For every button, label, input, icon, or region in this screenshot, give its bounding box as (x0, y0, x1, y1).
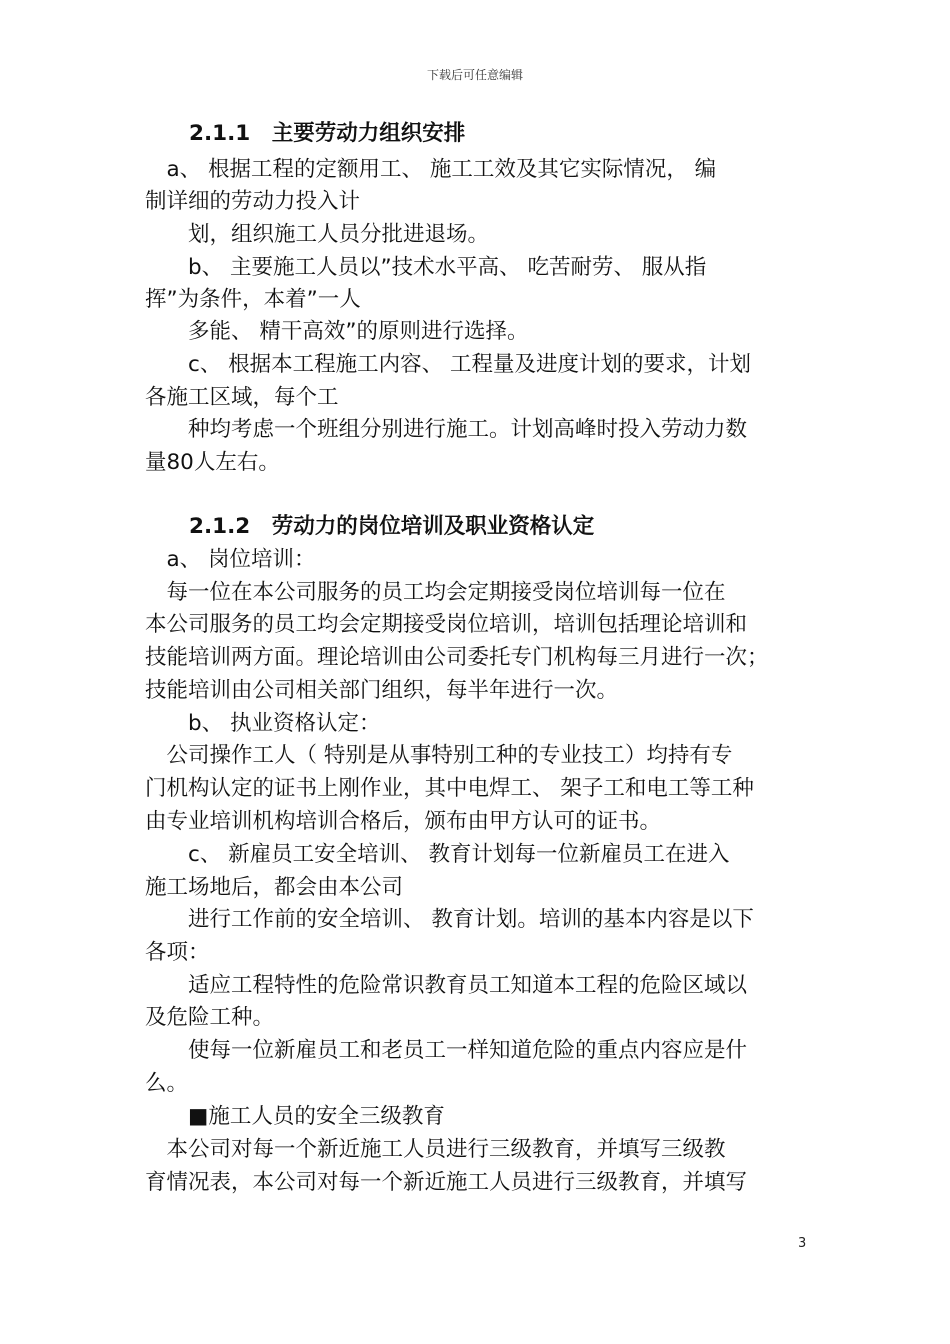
section-heading-2-1-2: 2.1.2 劳动力的岗位培训及职业资格认定 (189, 514, 595, 539)
paragraph-line: ■施工人员的安全三级教育 (145, 1104, 445, 1129)
paragraph-line: 门机构认定的证书上刚作业，其中电焊工、 架子工和电工等工种 (145, 776, 754, 801)
paragraph-line: 育情况表，本公司对每一个新近施工人员进行三级教育，并填写 (145, 1170, 748, 1195)
paragraph-line: b、 主要施工人员以”技术水平高、 吃苦耐劳、 服从指 (145, 255, 707, 280)
paragraph-line: 本公司对每一个新近施工人员进行三级教育，并填写三级教 (145, 1137, 726, 1162)
paragraph-line: 技能培训由公司相关部门组织，每半年进行一次。 (145, 678, 619, 703)
paragraph-line: 由专业培训机构培训合格后，颁布由甲方认可的证书。 (145, 809, 662, 834)
page-number: 3 (798, 1236, 807, 1251)
paragraph-line: 多能、 精干高效”的原则进行选择。 (145, 319, 529, 344)
paragraph-line: 种均考虑一个班组分别进行施工。计划高峰时投入劳动力数 (145, 417, 748, 442)
paragraph-line: 适应工程特性的危险常识教育员工知道本工程的危险区域以 (145, 973, 748, 998)
paragraph-line: 本公司服务的员工均会定期接受岗位培训，培训包括理论培训和 (145, 612, 748, 637)
paragraph-line: a、 根据工程的定额用工、 施工工效及其它实际情况， 编 (145, 157, 717, 182)
paragraph-line: 量80人左右。 (145, 450, 280, 475)
paragraph-line: 公司操作工人（ 特别是从事特别工种的专业技工）均持有专 (145, 743, 733, 768)
paragraph-line: 施工场地后，都会由本公司 (145, 875, 404, 900)
section-heading-2-1-1: 2.1.1 主要劳动力组织安排 (189, 121, 466, 146)
page-header: 下载后可任意编辑 (426, 68, 523, 82)
paragraph-line: 技能培训两方面。理论培训由公司委托专门机构每三月进行一次； (145, 645, 769, 670)
paragraph-line: 进行工作前的安全培训、 教育计划。培训的基本内容是以下 (145, 907, 754, 932)
paragraph-line: 使每一位新雇员工和老员工一样知道危险的重点内容应是什 (145, 1038, 748, 1063)
paragraph-line: a、 岗位培训： (145, 547, 316, 572)
paragraph-line: c、 根据本工程施工内容、 工程量及进度计划的要求，计划 (145, 352, 751, 377)
paragraph-line: 么。 (145, 1071, 189, 1096)
paragraph-line: 划，组织施工人员分批进退场。 (145, 222, 490, 247)
paragraph-line: 各项： (145, 940, 210, 965)
paragraph-line: 制详细的劳动力投入计 (145, 189, 361, 214)
paragraph-line: c、 新雇员工安全培训、 教育计划每一位新雇员工在进入 (145, 842, 730, 867)
paragraph-line: b、 执业资格认定： (145, 711, 381, 736)
paragraph-line: 各施工区域，每个工 (145, 385, 339, 410)
paragraph-line: 挥”为条件，本着”一人 (145, 287, 361, 312)
paragraph-line: 及危险工种。 (145, 1005, 275, 1030)
paragraph-line: 每一位在本公司服务的员工均会定期接受岗位培训每一位在 (145, 580, 726, 605)
